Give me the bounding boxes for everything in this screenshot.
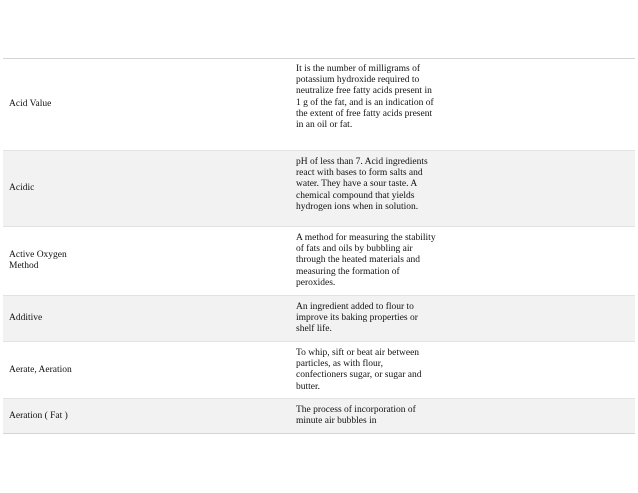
term-cell (3, 227, 296, 295)
definition-cell: An ingredient added to flour to improve its baking properties or shelf life. (296, 302, 418, 335)
definition-cell: To whip, sift or beat air between particles, as with flour, confectioners sugar, or sugar and butter. (296, 348, 422, 392)
definition-cell: The process of incorporation of minute air bubbles in (296, 405, 416, 427)
table-row (3, 151, 635, 227)
term-cell (3, 151, 296, 226)
term-text: Aeration ( Fat ) (9, 410, 68, 421)
glossary-table (3, 58, 635, 434)
term-text: Aerate, Aeration (9, 364, 72, 375)
definition-cell: It is the number of milligrams of potassium hydroxide required to neutralize free fatty acids present in 1 g of the fat, and is an indication of the extent of free fatty acids present in an oil or fat. (296, 64, 434, 131)
table-row (3, 227, 635, 296)
term-cell (3, 399, 296, 433)
table-row (3, 59, 635, 151)
term-text: Active Oxygen Method (9, 250, 67, 271)
table-row (3, 399, 635, 433)
term-cell (3, 342, 296, 398)
term-cell (3, 59, 296, 150)
term-text: Additive (9, 313, 43, 323)
term-text: Acidic (9, 183, 35, 193)
term-cell (3, 296, 296, 341)
table-row (3, 342, 635, 399)
definition-cell: A method for measuring the stability of fats and oils by bubbling air through the heated materials and measuring the formation of peroxides. (296, 233, 436, 288)
definition-cell: pH of less than 7. Acid ingredients react with bases to form salts and water. They have a sour taste. A chemical compound that yields hydrogen ions when in solution. (296, 157, 428, 212)
term-text: Acid Value (9, 99, 52, 109)
table-row (3, 296, 635, 342)
